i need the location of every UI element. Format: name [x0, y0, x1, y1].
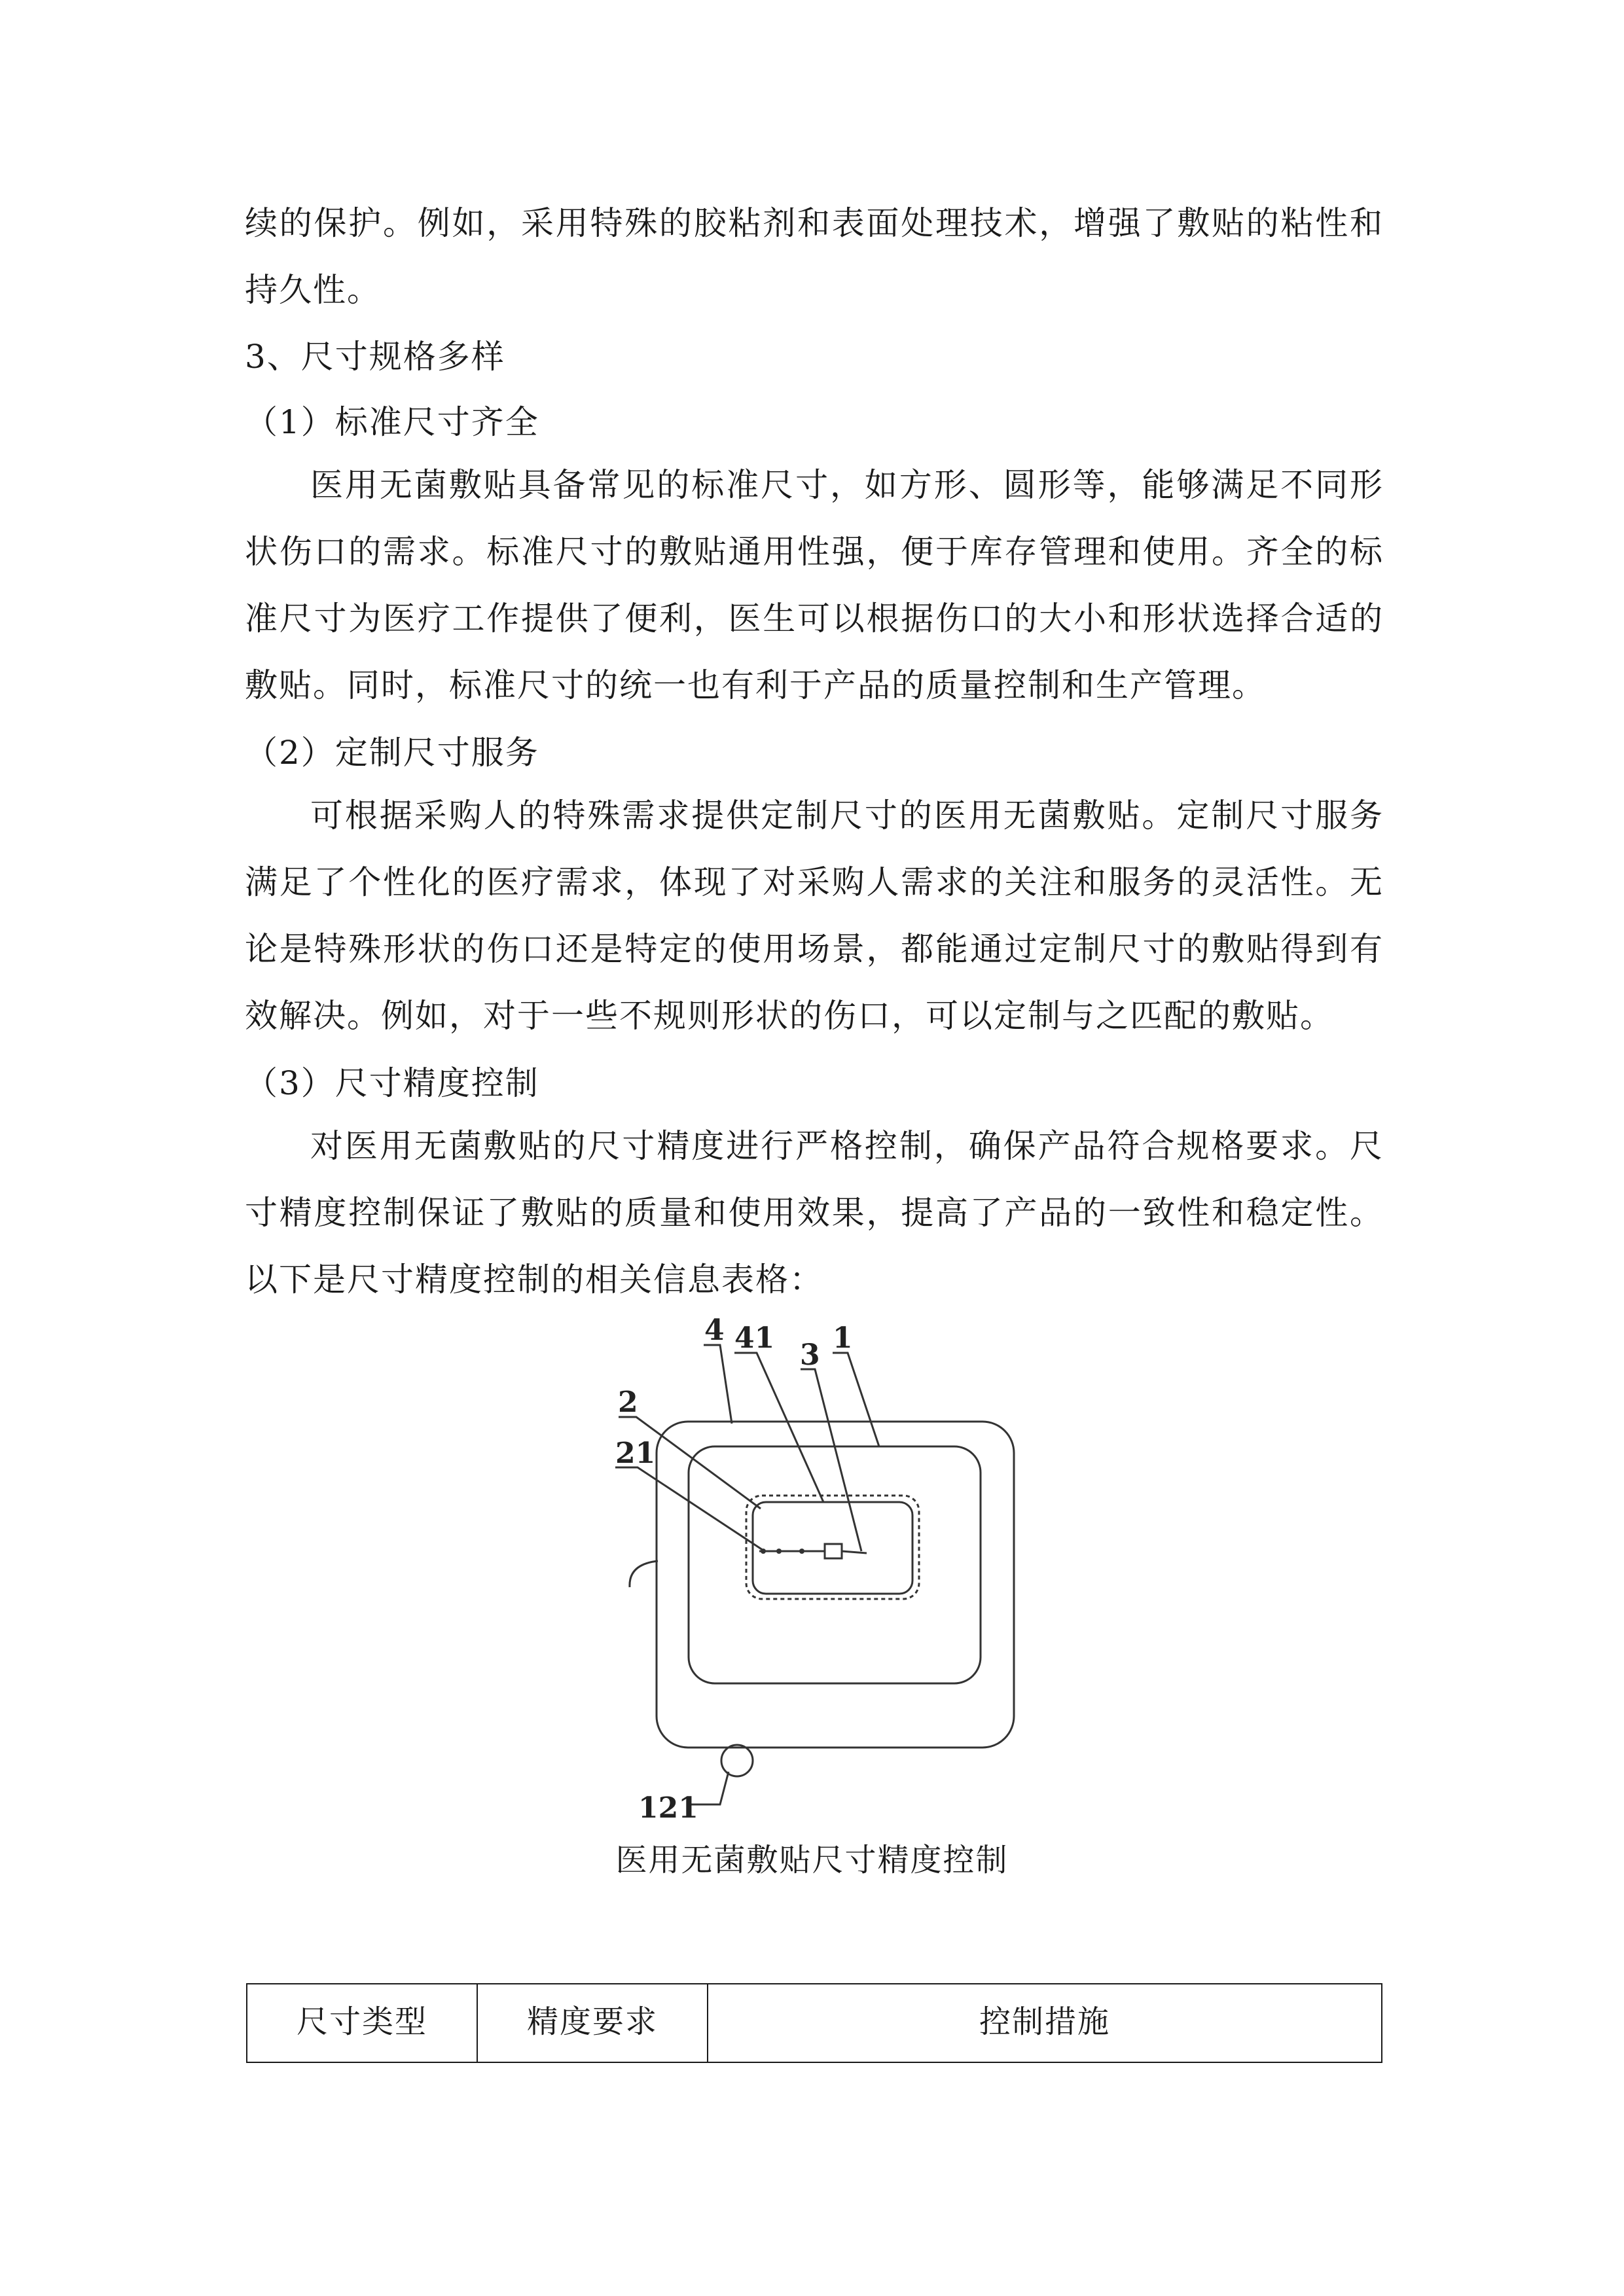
header-control-measures: 控制措施 — [708, 1984, 1382, 2062]
label-2: 2 — [618, 1386, 638, 1419]
subsection-2-title: （2）定制尺寸服务 — [245, 734, 539, 772]
leader-1 — [833, 1353, 879, 1446]
inner-pad-outline — [689, 1446, 981, 1683]
subsection-3-body: 对医用无菌敷贴的尺寸精度进行严格控制，确保产品符合规格要求。尺寸精度控制保证了敷贴的质量和使用效果，提高了产品的一致性和稳定性。以下是尺寸精度控制的相关信息表格： — [245, 1127, 1384, 1299]
side-tube — [630, 1561, 658, 1587]
label-3: 3 — [800, 1338, 820, 1372]
subsection-1-title: （1）标准尺寸齐全 — [245, 403, 539, 441]
leader-3 — [801, 1369, 861, 1551]
needle-tip — [842, 1551, 867, 1553]
leader-21 — [615, 1467, 765, 1551]
dressing-diagram — [589, 1306, 1047, 1829]
header-size-type: 尺寸类型 — [247, 1984, 477, 2062]
subsection-3-title: （3）尺寸精度控制 — [245, 1064, 539, 1102]
precision-table — [246, 1983, 1382, 2063]
subsection-1-body: 医用无菌敷贴具备常见的标准尺寸，如方形、圆形等，能够满足不同形状伤口的需求。标准尺寸的敷贴通用性强，便于库存管理和使用。齐全的标准尺寸为医疗工作提供了便利，医生可以根据伤口的大小和形状选择合适的敷贴。同时，标准尺寸的统一也有利于产品的质量控制和生产管理。 — [245, 466, 1384, 704]
needle-dot-3 — [799, 1549, 804, 1554]
figure-caption: 医用无菌敷贴尺寸精度控制 — [615, 1842, 1009, 1878]
label-121: 121 — [638, 1791, 698, 1825]
label-1: 1 — [833, 1321, 853, 1355]
dashed-window-outline — [746, 1496, 919, 1599]
header-precision-requirement: 精度要求 — [477, 1984, 708, 2062]
label-21: 21 — [615, 1437, 656, 1470]
leader-4 — [704, 1345, 732, 1424]
needle-dot-2 — [776, 1549, 782, 1554]
bottom-port — [721, 1745, 753, 1776]
label-4: 4 — [704, 1314, 725, 1347]
section-3-title: 3、尺寸规格多样 — [245, 338, 505, 376]
leader-41 — [734, 1353, 823, 1502]
subsection-2-body: 可根据采购人的特殊需求提供定制尺寸的医用无菌敷贴。定制尺寸服务满足了个性化的医疗需求，体现了对采购人需求的关注和服务的灵活性。无论是特殊形状的伤口还是特定的使用场景，都能通过定制尺寸的敷贴得到有效解决。例如，对于一些不规则形状的伤口，可以定制与之匹配的敷贴。 — [245, 797, 1384, 1035]
window-outline — [753, 1502, 912, 1594]
needle-hub — [825, 1544, 842, 1558]
table-header-row — [247, 1984, 1382, 2062]
continued-paragraph: 续的保护。例如，采用特殊的胶粘剂和表面处理技术，增强了敷贴的粘性和持久性。 — [245, 204, 1384, 309]
label-41: 41 — [734, 1321, 775, 1355]
